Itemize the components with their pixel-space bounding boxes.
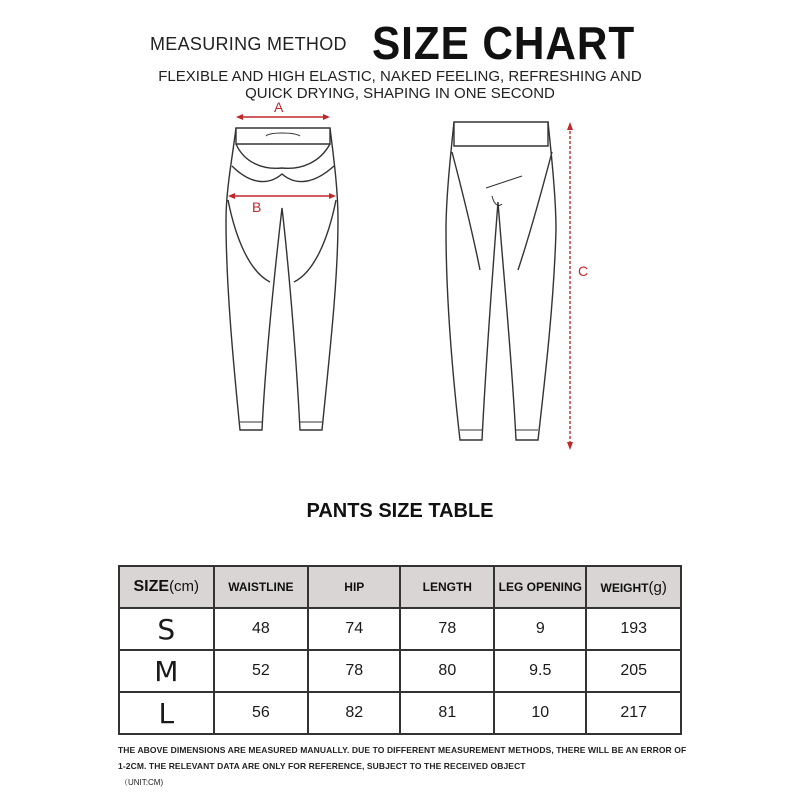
size-header-unit: (cm) [169, 578, 200, 595]
weight-header-label: WEIGHT [600, 580, 649, 595]
back-view-pants [226, 128, 338, 430]
tagline [0, 68, 800, 102]
length-cell: 81 [400, 692, 494, 734]
tagline-line-2: QUICK DRYING, SHAPING IN ONE SECOND [245, 85, 555, 102]
size-column-header [119, 566, 214, 608]
table-header-row [119, 566, 681, 608]
size-cell: L [119, 692, 214, 734]
hip-cell: 74 [308, 608, 400, 650]
header [0, 12, 800, 72]
size-table [118, 565, 682, 735]
weight-cell: 193 [586, 608, 681, 650]
dimension-b-label: B [252, 199, 262, 215]
hip-cell: 82 [308, 692, 400, 734]
size-header-label: SIZE [133, 578, 170, 595]
dimension-a-label: A [274, 100, 284, 115]
weight-header-unit: (g) [648, 578, 667, 596]
hip-column-header: HIP [308, 566, 400, 608]
length-cell: 80 [400, 650, 494, 692]
tagline-line-1: FLEXIBLE AND HIGH ELASTIC, NAKED FEELING, REFRESHING AND [158, 68, 642, 85]
leg-opening-column-header: LEG OPENING [494, 566, 586, 608]
weight-cell: 205 [586, 650, 681, 692]
leg-opening-cell: 9.5 [494, 650, 586, 692]
dimension-c-marker [567, 122, 573, 450]
leg-opening-cell: 9 [494, 608, 586, 650]
size-cell: M [119, 650, 214, 692]
length-column-header: LENGTH [400, 566, 494, 608]
pants-measurement-diagram [0, 100, 800, 460]
dimension-b-marker [228, 193, 336, 199]
table-row [119, 650, 681, 692]
weight-cell: 217 [586, 692, 681, 734]
length-cell: 78 [400, 608, 494, 650]
waistline-cell: 48 [214, 608, 309, 650]
measurement-disclaimer: THE ABOVE DIMENSIONS ARE MEASURED MANUALLY. DUE TO DIFFERENT MEASUREMENT METHODS, THERE WILL BE AN ERROR OF 1-2CM. THE RELEVANT DATA ARE ONLY FOR REFERENCE, SUBJECT TO THE RECEIVED OBJECT [118, 745, 687, 771]
table-row [119, 608, 681, 650]
unit-note: （UNIT:CM) [120, 778, 164, 787]
table-row [119, 692, 681, 734]
waistline-column-header: WAISTLINE [214, 566, 309, 608]
front-view-pants [446, 122, 556, 440]
waistline-cell: 56 [214, 692, 309, 734]
pants-size-table-title: PANTS SIZE TABLE [306, 500, 494, 522]
leg-opening-cell: 10 [494, 692, 586, 734]
waistline-cell: 52 [214, 650, 309, 692]
hip-cell: 78 [308, 650, 400, 692]
size-cell: S [119, 608, 214, 650]
measuring-method-label: MEASURING METHOD [150, 34, 347, 54]
size-chart-title: SIZE CHART [372, 17, 636, 69]
weight-column-header [586, 566, 681, 608]
dimension-c-label: C [578, 263, 589, 279]
